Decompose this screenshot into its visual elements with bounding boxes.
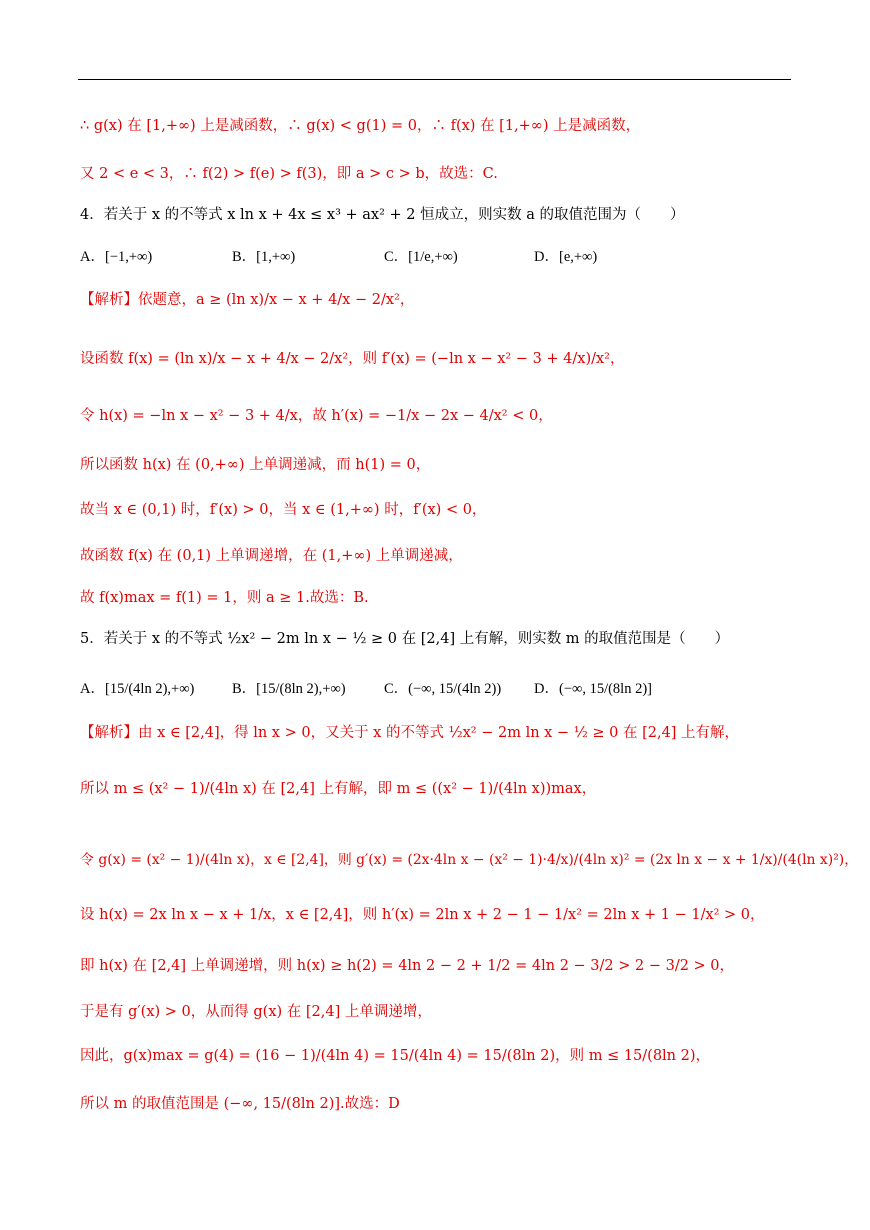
q5-solution-line-5: 即 h(x) 在 [2,4] 上单调递增，则 h(x) ≥ h(2) = 4ln 2 − 2 + 1/2 = 4ln 2 − 3/2 > 2 − 3/2 > 0， [80,958,735,974]
q4-option-d: D．[e,+∞) [534,249,598,265]
q4-solution-line-5: 故当 x ∈ (0,1) 时，f′(x) > 0，当 x ∈ (1,+∞) 时，f′(x) < 0， [80,502,487,518]
q5-solution-line-6: 于是有 g′(x) > 0，从而得 g(x) 在 [2,4] 上单调递增， [80,1004,432,1020]
q4-option-a: A．[−1,+∞) [80,249,153,265]
q5-solution-line-7: 因此，g(x)max = g(4) = (16 − 1)/(4ln 4) = 15/(4ln 4) = 15/(8ln 2)，则 m ≤ 15/(8ln 2)， [80,1048,711,1064]
question-5: 5．若关于 x 的不等式 ½x² − 2m ln x − ½ ≥ 0 在 [2,4] 上有解，则实数 m 的取值范围是（ ） [80,631,730,647]
header-rule [78,79,791,80]
q4-solution-line-2: 设函数 f(x) = (ln x)/x − x + 4/x − 2/x²，则 f′(x) = (−ln x − x² − 3 + 4/x)/x²， [80,351,625,367]
question-4: 4．若关于 x 的不等式 x ln x + 4x ≤ x³ + ax² + 2 恒成立，则实数 a 的取值范围为（ ） [80,207,685,223]
q4-solution-line-7: 故 f(x)max = f(1) = 1，则 a ≥ 1.故选：B. [80,590,369,606]
q4-solution-line-3: 令 h(x) = −ln x − x² − 3 + 4/x，故 h′(x) = −1/x − 2x − 4/x² < 0， [80,408,553,424]
q5-solution-line-2: 所以 m ≤ (x² − 1)/(4ln x) 在 [2,4] 上有解，即 m ≤ ((x² − 1)/(4ln x))max， [80,781,597,797]
q5-solution-line-3: 令 g(x) = (x² − 1)/(4ln x)，x ∈ [2,4]，则 g′(x) = (2x·4ln x − (x² − 1)·4/x)/(4ln x)² = (2x ln x − x + 1/x)/(4(ln x)²)， [80,852,859,868]
q4-solution-line-6: 故函数 f(x) 在 (0,1) 上单调递增，在 (1,+∞) 上单调递减， [80,548,463,564]
q5-option-b: B．[15/(8ln 2),+∞) [232,681,346,697]
q4-solution-line-1: 【解析】依题意，a ≥ (ln x)/x − x + 4/x − 2/x²， [80,292,415,308]
solution-line-2: 又 2 < e < 3，∴ f(2) > f(e) > f(3)，即 a > c > b，故选：C. [80,166,498,182]
q4-option-b: B．[1,+∞) [232,249,296,265]
q4-solution-line-4: 所以函数 h(x) 在 (0,+∞) 上单调递减，而 h(1) = 0， [80,457,431,473]
q5-option-a: A．[15/(4ln 2),+∞) [80,681,195,697]
q5-solution-line-4: 设 h(x) = 2x ln x − x + 1/x，x ∈ [2,4]，则 h′(x) = 2ln x + 2 − 1 − 1/x² = 2ln x + 1 − 1/x² > 0， [80,907,765,923]
q5-solution-line-1: 【解析】由 x ∈ [2,4]，得 ln x > 0，又关于 x 的不等式 ½x² − 2m ln x − ½ ≥ 0 在 [2,4] 上有解， [80,725,740,741]
q4-option-c: C．[1/e,+∞) [384,249,458,265]
q5-option-d: D．(−∞, 15/(8ln 2)] [534,681,652,697]
q5-option-c: C．(−∞, 15/(4ln 2)) [384,681,502,697]
solution-line-1: ∴ g(x) 在 [1,+∞) 上是减函数，∴ g(x) < g(1) = 0，∴ f(x) 在 [1,+∞) 上是减函数， [80,118,641,134]
q5-solution-line-8: 所以 m 的取值范围是 (−∞, 15/(8ln 2)].故选：D [80,1096,400,1112]
